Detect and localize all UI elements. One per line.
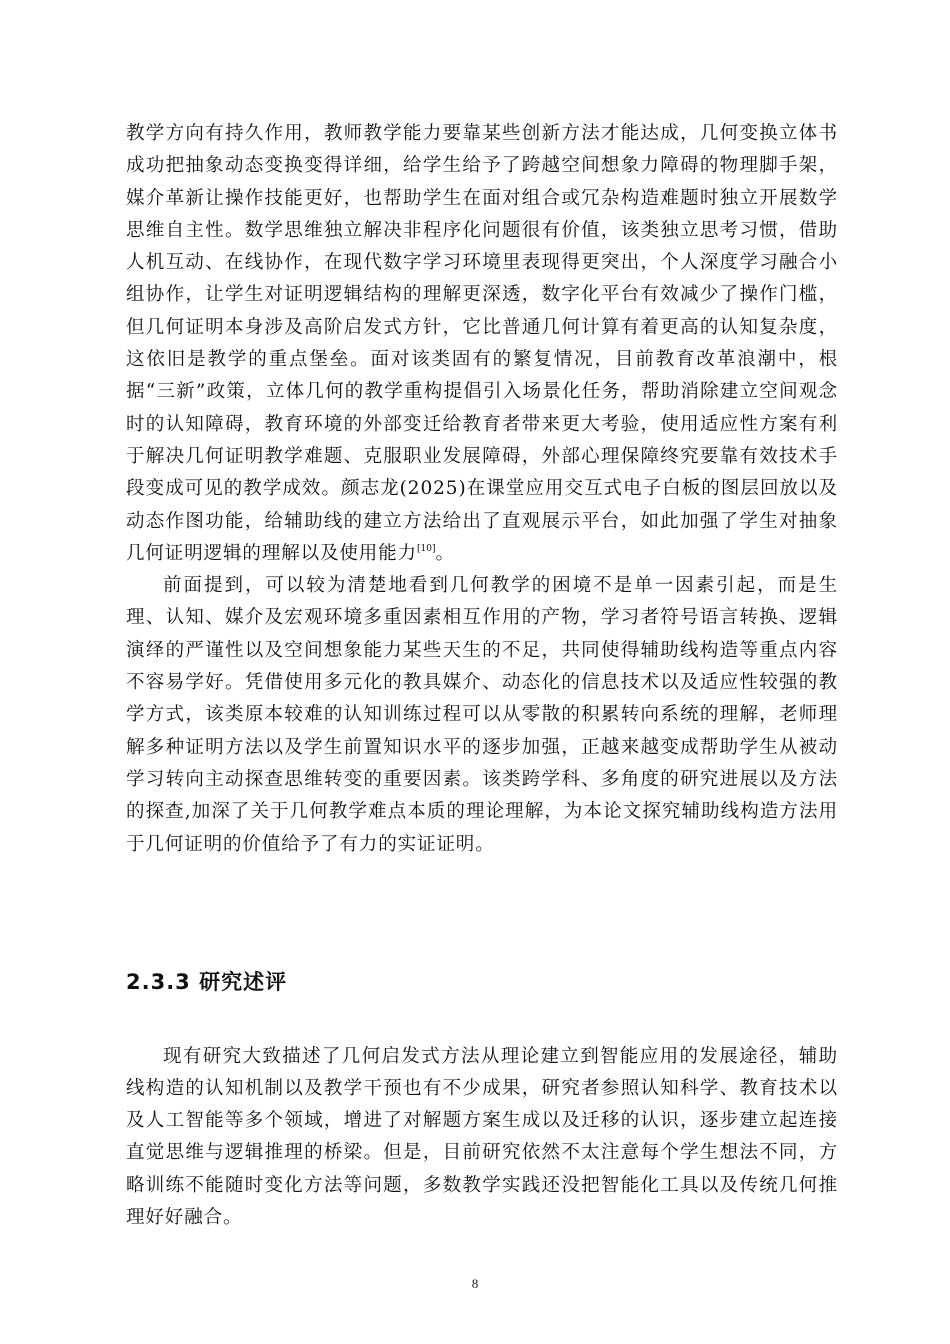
section-heading: 2.3.3 研究述评 [126, 970, 288, 994]
citation-marker: [10] [417, 543, 436, 554]
paragraph-continued [126, 118, 838, 570]
paragraph-review: 现有研究大致描述了几何启发式方法从理论建立到智能应用的发展途径，辅助线构造的认知机制以及教学干预也有不少成果，研究者参照认知科学、教育技术以及人工智能等多个领域，增进了对解题方案生成以及迁移的认识，逐步建立起连接直觉思维与逻辑推理的桥梁。但是，目前研究依然不太注意每个学生想法不同，方略训练不能随时变化方法等问题，多数教学实践还没把智能化工具以及传统几何推理好好融合。 [126, 1045, 838, 1228]
section-body [126, 1022, 838, 1253]
body-text [126, 118, 838, 861]
paragraph-end: 。 [435, 542, 455, 564]
page-number: 8 [471, 1276, 479, 1291]
paragraph-text: 教学方向有持久作用，教师教学能力要靠某些创新方法才能达成，几何变换立体书成功把抽象动态变换变得详细，给学生给予了跨越空间想象力障碍的物理脚手架，媒介革新让操作技能更好，也帮助学生在面对组合或冗杂构造难题时独立开展数学思维自主性。数学思维独立解决非程序化问题很有价值，该类独立思考习惯，借助人机互动、在线协作，在现代数字学习环境里表现得更突出，个人深度学习融合小组协作，让学生对证明逻辑结构的理解更深透，数字化平台有效减少了操作门槛，但几何证明本身涉及高阶启发式方针，它比普通几何计算有着更高的认知复杂度，这依旧是教学的重点堡垒。面对该类固有的繁复情况，目前教育改革浪潮中，根据“三新”政策，立体几何的教学重构提倡引入场景化任务，帮助消除建立空间观念时的认知障碍，教育环境的外部变迁给教育者带来更大考验，使用适应性方案有利于解决几何证明教学难题、克服职业发展障碍，外部心理保障终究要靠有效技术手段变成可见的教学成效。颜志龙(2025)在课堂应用交互式电子白板的图层回放以及动态作图功能，给辅助线的建立方法给出了直观展示平台，如此加强了学生对抽象几何证明逻辑的理解以及使用能力 [126, 123, 838, 564]
paragraph-summary: 前面提到，可以较为清楚地看到几何教学的困境不是单一因素引起，而是生理、认知、媒介及宏观环境多重因素相互作用的产物，学习者符号语言转换、逻辑演绎的严谨性以及空间想象能力某些天生的不足，共同使得辅助线构造等重点内容不容易学好。凭借使用多元化的教具媒介、动态化的信息技术以及适应性较强的教学方式，该类原本较难的认知训练过程可以从零散的积累转向系统的理解，老师理解多种证明方法以及学生前置知识水平的逐步加强，正越来越变成帮助学生从被动学习转向主动探查思维转变的重要因素。该类跨学科、多角度的研究进展以及方法的探查,加深了关于几何教学难点本质的理论理解，为本论文探究辅助线构造方法用于几何证明的价值给予了有力的实证证明。 [126, 575, 838, 855]
